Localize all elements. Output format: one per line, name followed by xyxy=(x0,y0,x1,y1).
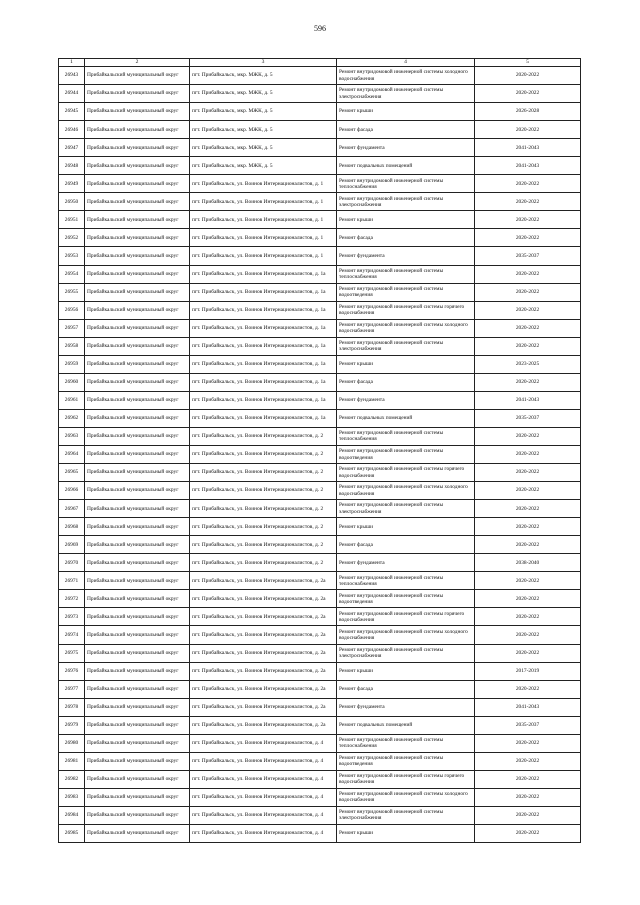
work-type-cell: Ремонт внутридомовой инженерной системы холодного водоснабжения xyxy=(337,626,475,644)
row-number-cell: 26952 xyxy=(59,229,85,247)
table-row xyxy=(59,698,581,716)
period-cell: 2020-2022 xyxy=(475,427,581,445)
address-cell: пгт. Прибайкальск, мкр. МЖК, д. 5 xyxy=(190,103,337,121)
municipality-cell: Прибайкальский муниципальный округ xyxy=(85,427,190,445)
work-type-cell: Ремонт внутридомовой инженерной системы теплоснабжения xyxy=(337,572,475,590)
work-type-cell: Ремонт внутридомовой инженерной системы водоотведения xyxy=(337,283,475,301)
municipality-cell: Прибайкальский муниципальный округ xyxy=(85,247,190,265)
work-type-cell: Ремонт внутридомовой инженерной системы теплоснабжения xyxy=(337,734,475,752)
municipality-cell: Прибайкальский муниципальный округ xyxy=(85,680,190,698)
work-type-cell: Ремонт фасада xyxy=(337,680,475,698)
row-number-cell: 26967 xyxy=(59,500,85,518)
period-cell: 2020-2022 xyxy=(475,229,581,247)
address-cell: пгт. Прибайкальск, ул. Воинов Интернационалистов, д. 1 xyxy=(190,247,337,265)
municipality-cell: Прибайкальский муниципальный округ xyxy=(85,337,190,355)
address-cell: пгт. Прибайкальск, ул. Воинов Интернационалистов, д. 4 xyxy=(190,770,337,788)
row-number-cell: 26985 xyxy=(59,824,85,842)
municipality-cell: Прибайкальский муниципальный округ xyxy=(85,626,190,644)
municipality-cell: Прибайкальский муниципальный округ xyxy=(85,103,190,121)
period-cell: 2020-2022 xyxy=(475,193,581,211)
address-cell: пгт. Прибайкальск, ул. Воинов Интернационалистов, д. 2а xyxy=(190,698,337,716)
municipality-cell: Прибайкальский муниципальный округ xyxy=(85,518,190,536)
row-number-cell: 26965 xyxy=(59,464,85,482)
period-cell: 2020-2022 xyxy=(475,464,581,482)
address-cell: пгт. Прибайкальск, ул. Воинов Интернационалистов, д. 2 xyxy=(190,445,337,463)
period-cell: 2041-2043 xyxy=(475,157,581,175)
address-cell: пгт. Прибайкальск, ул. Воинов Интернационалистов, д. 2 xyxy=(190,554,337,572)
address-cell: пгт. Прибайкальск, ул. Воинов Интернационалистов, д. 1 xyxy=(190,229,337,247)
table-row xyxy=(59,373,581,391)
table-row xyxy=(59,103,581,121)
table-row xyxy=(59,355,581,373)
work-type-cell: Ремонт внутридомовой инженерной системы водоотведения xyxy=(337,752,475,770)
column-number-row xyxy=(59,59,581,67)
row-number-cell: 26977 xyxy=(59,680,85,698)
period-cell: 2020-2022 xyxy=(475,301,581,319)
row-number-cell: 26971 xyxy=(59,572,85,590)
period-cell: 2017-2019 xyxy=(475,662,581,680)
municipality-cell: Прибайкальский муниципальный округ xyxy=(85,373,190,391)
address-cell: пгт. Прибайкальск, ул. Воинов Интернационалистов, д. 2а xyxy=(190,680,337,698)
row-number-cell: 26980 xyxy=(59,734,85,752)
table-row xyxy=(59,409,581,427)
address-cell: пгт. Прибайкальск, ул. Воинов Интернационалистов, д. 2а xyxy=(190,626,337,644)
work-type-cell: Ремонт фундамента xyxy=(337,554,475,572)
municipality-cell: Прибайкальский муниципальный округ xyxy=(85,409,190,427)
capital-repair-table xyxy=(58,58,581,843)
period-cell: 2020-2022 xyxy=(475,211,581,229)
row-number-cell: 26975 xyxy=(59,644,85,662)
municipality-cell: Прибайкальский муниципальный округ xyxy=(85,175,190,193)
work-type-cell: Ремонт фасада xyxy=(337,536,475,554)
period-cell: 2020-2022 xyxy=(475,824,581,842)
table-row xyxy=(59,229,581,247)
municipality-cell: Прибайкальский муниципальный округ xyxy=(85,662,190,680)
table-row xyxy=(59,500,581,518)
address-cell: пгт. Прибайкальск, ул. Воинов Интернационалистов, д. 2а xyxy=(190,608,337,626)
municipality-cell: Прибайкальский муниципальный округ xyxy=(85,608,190,626)
period-cell: 2020-2022 xyxy=(475,572,581,590)
period-cell: 2020-2022 xyxy=(475,85,581,103)
work-type-cell: Ремонт внутридомовой инженерной системы электроснабжения xyxy=(337,644,475,662)
municipality-cell: Прибайкальский муниципальный округ xyxy=(85,500,190,518)
work-type-cell: Ремонт фасада xyxy=(337,373,475,391)
municipality-cell: Прибайкальский муниципальный округ xyxy=(85,554,190,572)
column-header: 5 xyxy=(475,59,581,67)
municipality-cell: Прибайкальский муниципальный округ xyxy=(85,319,190,337)
municipality-cell: Прибайкальский муниципальный округ xyxy=(85,229,190,247)
municipality-cell: Прибайкальский муниципальный округ xyxy=(85,644,190,662)
row-number-cell: 26944 xyxy=(59,85,85,103)
row-number-cell: 26943 xyxy=(59,67,85,85)
column-header: 4 xyxy=(337,59,475,67)
address-cell: пгт. Прибайкальск, ул. Воинов Интернационалистов, д. 1а xyxy=(190,301,337,319)
table-row xyxy=(59,301,581,319)
work-type-cell: Ремонт подвальных помещений xyxy=(337,157,475,175)
row-number-cell: 26949 xyxy=(59,175,85,193)
period-cell: 2020-2022 xyxy=(475,644,581,662)
address-cell: пгт. Прибайкальск, ул. Воинов Интернационалистов, д. 1а xyxy=(190,409,337,427)
row-number-cell: 26968 xyxy=(59,518,85,536)
period-cell: 2026-2028 xyxy=(475,103,581,121)
table-row xyxy=(59,716,581,734)
period-cell: 2020-2022 xyxy=(475,373,581,391)
table-row xyxy=(59,391,581,409)
table-row xyxy=(59,247,581,265)
work-type-cell: Ремонт внутридомовой инженерной системы горячего водоснабжения xyxy=(337,301,475,319)
work-type-cell: Ремонт крыши xyxy=(337,518,475,536)
row-number-cell: 26974 xyxy=(59,626,85,644)
row-number-cell: 26954 xyxy=(59,265,85,283)
table-row xyxy=(59,536,581,554)
row-number-cell: 26955 xyxy=(59,283,85,301)
row-number-cell: 26969 xyxy=(59,536,85,554)
address-cell: пгт. Прибайкальск, ул. Воинов Интернационалистов, д. 2 xyxy=(190,500,337,518)
period-cell: 2020-2022 xyxy=(475,319,581,337)
municipality-cell: Прибайкальский муниципальный округ xyxy=(85,806,190,824)
municipality-cell: Прибайкальский муниципальный округ xyxy=(85,752,190,770)
row-number-cell: 26950 xyxy=(59,193,85,211)
table-row xyxy=(59,211,581,229)
row-number-cell: 26946 xyxy=(59,121,85,139)
table-row xyxy=(59,518,581,536)
table-row xyxy=(59,662,581,680)
address-cell: пгт. Прибайкальск, ул. Воинов Интернационалистов, д. 2а xyxy=(190,716,337,734)
work-type-cell: Ремонт фасада xyxy=(337,121,475,139)
work-type-cell: Ремонт фундамента xyxy=(337,139,475,157)
work-type-cell: Ремонт внутридомовой инженерной системы холодного водоснабжения xyxy=(337,788,475,806)
column-header: 2 xyxy=(85,59,190,67)
work-type-cell: Ремонт внутридомовой инженерной системы электроснабжения xyxy=(337,85,475,103)
row-number-cell: 26948 xyxy=(59,157,85,175)
address-cell: пгт. Прибайкальск, ул. Воинов Интернационалистов, д. 1а xyxy=(190,391,337,409)
work-type-cell: Ремонт фундамента xyxy=(337,391,475,409)
municipality-cell: Прибайкальский муниципальный округ xyxy=(85,67,190,85)
row-number-cell: 26953 xyxy=(59,247,85,265)
period-cell: 2041-2043 xyxy=(475,139,581,157)
address-cell: пгт. Прибайкальск, ул. Воинов Интернационалистов, д. 2 xyxy=(190,464,337,482)
row-number-cell: 26984 xyxy=(59,806,85,824)
work-type-cell: Ремонт фундамента xyxy=(337,698,475,716)
address-cell: пгт. Прибайкальск, ул. Воинов Интернационалистов, д. 4 xyxy=(190,806,337,824)
address-cell: пгт. Прибайкальск, ул. Воинов Интернационалистов, д. 1а xyxy=(190,373,337,391)
table-row xyxy=(59,121,581,139)
municipality-cell: Прибайкальский муниципальный округ xyxy=(85,211,190,229)
municipality-cell: Прибайкальский муниципальный округ xyxy=(85,355,190,373)
municipality-cell: Прибайкальский муниципальный округ xyxy=(85,121,190,139)
municipality-cell: Прибайкальский муниципальный округ xyxy=(85,698,190,716)
work-type-cell: Ремонт внутридомовой инженерной системы электроснабжения xyxy=(337,500,475,518)
table-row xyxy=(59,85,581,103)
work-type-cell: Ремонт внутридомовой инженерной системы горячего водоснабжения xyxy=(337,608,475,626)
row-number-cell: 26963 xyxy=(59,427,85,445)
work-type-cell: Ремонт крыши xyxy=(337,211,475,229)
address-cell: пгт. Прибайкальск, ул. Воинов Интернационалистов, д. 2 xyxy=(190,518,337,536)
address-cell: пгт. Прибайкальск, ул. Воинов Интернационалистов, д. 1а xyxy=(190,265,337,283)
period-cell: 2020-2022 xyxy=(475,283,581,301)
table-row xyxy=(59,626,581,644)
table-row xyxy=(59,175,581,193)
period-cell: 2020-2022 xyxy=(475,175,581,193)
work-type-cell: Ремонт внутридомовой инженерной системы теплоснабжения xyxy=(337,427,475,445)
row-number-cell: 26951 xyxy=(59,211,85,229)
municipality-cell: Прибайкальский муниципальный округ xyxy=(85,283,190,301)
period-cell: 2041-2043 xyxy=(475,698,581,716)
address-cell: пгт. Прибайкальск, ул. Воинов Интернационалистов, д. 2а xyxy=(190,572,337,590)
period-cell: 2020-2022 xyxy=(475,536,581,554)
address-cell: пгт. Прибайкальск, ул. Воинов Интернационалистов, д. 1 xyxy=(190,175,337,193)
row-number-cell: 26981 xyxy=(59,752,85,770)
work-type-cell: Ремонт внутридомовой инженерной системы теплоснабжения xyxy=(337,265,475,283)
row-number-cell: 26966 xyxy=(59,482,85,500)
table-row xyxy=(59,283,581,301)
period-cell: 2020-2022 xyxy=(475,788,581,806)
period-cell: 2020-2022 xyxy=(475,265,581,283)
address-cell: пгт. Прибайкальск, ул. Воинов Интернационалистов, д. 4 xyxy=(190,824,337,842)
work-type-cell: Ремонт фундамента xyxy=(337,247,475,265)
municipality-cell: Прибайкальский муниципальный округ xyxy=(85,391,190,409)
table-row xyxy=(59,680,581,698)
period-cell: 2035-2037 xyxy=(475,247,581,265)
municipality-cell: Прибайкальский муниципальный округ xyxy=(85,157,190,175)
address-cell: пгт. Прибайкальск, ул. Воинов Интернационалистов, д. 4 xyxy=(190,734,337,752)
work-type-cell: Ремонт крыши xyxy=(337,662,475,680)
row-number-cell: 26957 xyxy=(59,319,85,337)
address-cell: пгт. Прибайкальск, мкр. МЖК, д. 5 xyxy=(190,157,337,175)
work-type-cell: Ремонт крыши xyxy=(337,824,475,842)
municipality-cell: Прибайкальский муниципальный округ xyxy=(85,482,190,500)
address-cell: пгт. Прибайкальск, ул. Воинов Интернационалистов, д. 2а xyxy=(190,662,337,680)
row-number-cell: 26972 xyxy=(59,590,85,608)
table-row xyxy=(59,337,581,355)
municipality-cell: Прибайкальский муниципальный округ xyxy=(85,716,190,734)
address-cell: пгт. Прибайкальск, ул. Воинов Интернационалистов, д. 4 xyxy=(190,788,337,806)
municipality-cell: Прибайкальский муниципальный округ xyxy=(85,572,190,590)
row-number-cell: 26958 xyxy=(59,337,85,355)
row-number-cell: 26978 xyxy=(59,698,85,716)
work-type-cell: Ремонт внутридомовой инженерной системы горячего водоснабжения xyxy=(337,770,475,788)
municipality-cell: Прибайкальский муниципальный округ xyxy=(85,85,190,103)
work-type-cell: Ремонт внутридомовой инженерной системы электроснабжения xyxy=(337,193,475,211)
work-type-cell: Ремонт внутридомовой инженерной системы водоотведения xyxy=(337,445,475,463)
table-row xyxy=(59,445,581,463)
table-row xyxy=(59,67,581,85)
row-number-cell: 26970 xyxy=(59,554,85,572)
municipality-cell: Прибайкальский муниципальный округ xyxy=(85,193,190,211)
row-number-cell: 26962 xyxy=(59,409,85,427)
address-cell: пгт. Прибайкальск, ул. Воинов Интернационалистов, д. 2а xyxy=(190,590,337,608)
table-row xyxy=(59,139,581,157)
address-cell: пгт. Прибайкальск, мкр. МЖК, д. 5 xyxy=(190,139,337,157)
address-cell: пгт. Прибайкальск, ул. Воинов Интернационалистов, д. 1а xyxy=(190,337,337,355)
table-row xyxy=(59,554,581,572)
address-cell: пгт. Прибайкальск, ул. Воинов Интернационалистов, д. 1а xyxy=(190,319,337,337)
column-header: 3 xyxy=(190,59,337,67)
table-row xyxy=(59,482,581,500)
row-number-cell: 26982 xyxy=(59,770,85,788)
row-number-cell: 26947 xyxy=(59,139,85,157)
period-cell: 2020-2022 xyxy=(475,752,581,770)
municipality-cell: Прибайкальский муниципальный округ xyxy=(85,139,190,157)
address-cell: пгт. Прибайкальск, ул. Воинов Интернационалистов, д. 1 xyxy=(190,211,337,229)
work-type-cell: Ремонт подвальных помещений xyxy=(337,409,475,427)
row-number-cell: 26979 xyxy=(59,716,85,734)
period-cell: 2020-2022 xyxy=(475,770,581,788)
table-row xyxy=(59,644,581,662)
municipality-cell: Прибайкальский муниципальный округ xyxy=(85,788,190,806)
period-cell: 2020-2022 xyxy=(475,67,581,85)
work-type-cell: Ремонт внутридомовой инженерной системы холодного водоснабжения xyxy=(337,482,475,500)
row-number-cell: 26964 xyxy=(59,445,85,463)
period-cell: 2020-2022 xyxy=(475,590,581,608)
period-cell: 2023-2025 xyxy=(475,355,581,373)
period-cell: 2020-2022 xyxy=(475,626,581,644)
municipality-cell: Прибайкальский муниципальный округ xyxy=(85,265,190,283)
work-type-cell: Ремонт внутридомовой инженерной системы электроснабжения xyxy=(337,806,475,824)
work-type-cell: Ремонт подвальных помещений xyxy=(337,716,475,734)
address-cell: пгт. Прибайкальск, ул. Воинов Интернационалистов, д. 2а xyxy=(190,644,337,662)
period-cell: 2020-2022 xyxy=(475,806,581,824)
row-number-cell: 26976 xyxy=(59,662,85,680)
table-row xyxy=(59,806,581,824)
municipality-cell: Прибайкальский муниципальный округ xyxy=(85,464,190,482)
work-type-cell: Ремонт внутридомовой инженерной системы электроснабжения xyxy=(337,337,475,355)
table-row xyxy=(59,770,581,788)
period-cell: 2020-2022 xyxy=(475,680,581,698)
table-row xyxy=(59,193,581,211)
row-number-cell: 26956 xyxy=(59,301,85,319)
table-row xyxy=(59,265,581,283)
table-row xyxy=(59,427,581,445)
period-cell: 2035-2037 xyxy=(475,716,581,734)
period-cell: 2020-2022 xyxy=(475,500,581,518)
work-type-cell: Ремонт крыши xyxy=(337,103,475,121)
address-cell: пгт. Прибайкальск, ул. Воинов Интернационалистов, д. 2 xyxy=(190,536,337,554)
municipality-cell: Прибайкальский муниципальный округ xyxy=(85,445,190,463)
address-cell: пгт. Прибайкальск, мкр. МЖК, д. 5 xyxy=(190,67,337,85)
row-number-cell: 26961 xyxy=(59,391,85,409)
work-type-cell: Ремонт внутридомовой инженерной системы водоотведения xyxy=(337,590,475,608)
row-number-cell: 26945 xyxy=(59,103,85,121)
period-cell: 2020-2022 xyxy=(475,337,581,355)
address-cell: пгт. Прибайкальск, мкр. МЖК, д. 5 xyxy=(190,121,337,139)
period-cell: 2020-2022 xyxy=(475,734,581,752)
municipality-cell: Прибайкальский муниципальный округ xyxy=(85,301,190,319)
work-type-cell: Ремонт внутридомовой инженерной системы горячего водоснабжения xyxy=(337,464,475,482)
address-cell: пгт. Прибайкальск, ул. Воинов Интернационалистов, д. 1 xyxy=(190,193,337,211)
period-cell: 2020-2022 xyxy=(475,518,581,536)
municipality-cell: Прибайкальский муниципальный округ xyxy=(85,824,190,842)
municipality-cell: Прибайкальский муниципальный округ xyxy=(85,590,190,608)
table-row xyxy=(59,157,581,175)
row-number-cell: 26959 xyxy=(59,355,85,373)
address-cell: пгт. Прибайкальск, ул. Воинов Интернационалистов, д. 4 xyxy=(190,752,337,770)
work-type-cell: Ремонт крыши xyxy=(337,355,475,373)
period-cell: 2035-2037 xyxy=(475,409,581,427)
address-cell: пгт. Прибайкальск, ул. Воинов Интернационалистов, д. 2 xyxy=(190,427,337,445)
row-number-cell: 26960 xyxy=(59,373,85,391)
municipality-cell: Прибайкальский муниципальный округ xyxy=(85,536,190,554)
work-type-cell: Ремонт внутридомовой инженерной системы холодного водоснабжения xyxy=(337,67,475,85)
table-row xyxy=(59,572,581,590)
table-row xyxy=(59,788,581,806)
table-row xyxy=(59,752,581,770)
address-cell: пгт. Прибайкальск, ул. Воинов Интернационалистов, д. 1а xyxy=(190,283,337,301)
address-cell: пгт. Прибайкальск, ул. Воинов Интернационалистов, д. 1а xyxy=(190,355,337,373)
address-cell: пгт. Прибайкальск, мкр. МЖК, д. 5 xyxy=(190,85,337,103)
column-header: 1 xyxy=(59,59,85,67)
period-cell: 2041-2043 xyxy=(475,391,581,409)
table-row xyxy=(59,590,581,608)
period-cell: 2020-2022 xyxy=(475,482,581,500)
row-number-cell: 26983 xyxy=(59,788,85,806)
work-type-cell: Ремонт внутридомовой инженерной системы холодного водоснабжения xyxy=(337,319,475,337)
period-cell: 2020-2022 xyxy=(475,608,581,626)
table-row xyxy=(59,319,581,337)
table-row xyxy=(59,734,581,752)
page-number: 596 xyxy=(314,24,326,33)
period-cell: 2020-2022 xyxy=(475,121,581,139)
period-cell: 2020-2022 xyxy=(475,445,581,463)
table-row xyxy=(59,608,581,626)
work-type-cell: Ремонт фасада xyxy=(337,229,475,247)
work-type-cell: Ремонт внутридомовой инженерной системы теплоснабжения xyxy=(337,175,475,193)
address-cell: пгт. Прибайкальск, ул. Воинов Интернационалистов, д. 2 xyxy=(190,482,337,500)
row-number-cell: 26973 xyxy=(59,608,85,626)
municipality-cell: Прибайкальский муниципальный округ xyxy=(85,734,190,752)
period-cell: 2038-2040 xyxy=(475,554,581,572)
table-row xyxy=(59,464,581,482)
table-row xyxy=(59,824,581,842)
municipality-cell: Прибайкальский муниципальный округ xyxy=(85,770,190,788)
